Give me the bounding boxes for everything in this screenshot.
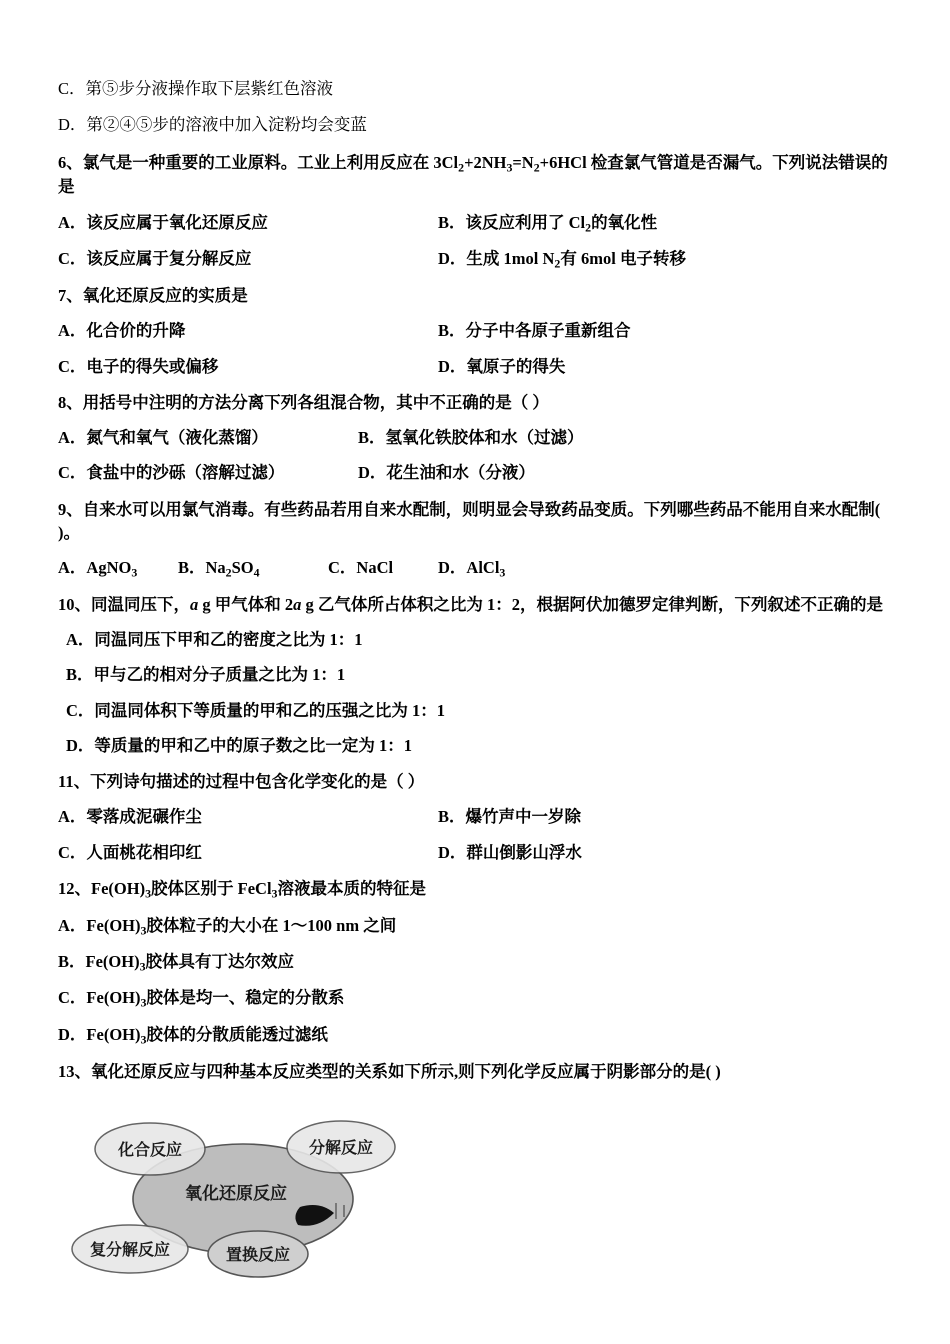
- question-6-option-d[interactable]: D．生成 1mol $N_2$有 6mol 电子转移: [438, 248, 686, 271]
- question-8-stem: 8、用括号中注明的方法分离下列各组混合物，其中不正确的是（ ）: [58, 392, 549, 412]
- svg-text:氧化还原反应: 氧化还原反应: [185, 1184, 287, 1204]
- question-11-option-c[interactable]: C．人面桃花相印红: [58, 842, 202, 862]
- question-10-option-b[interactable]: B．甲与乙的相对分子质量之比为 1：1: [66, 665, 346, 685]
- question-12-stem: 12、$Fe(OH)_3$胶体区别于 FeCl$_3$溶液最本质的特征是: [58, 878, 426, 901]
- svg-text:复分解反应: 复分解反应: [89, 1242, 171, 1260]
- question-7-option-d[interactable]: D．氧原子的得失: [438, 356, 566, 376]
- question-8-option-d[interactable]: D．花生油和水（分液）: [358, 463, 535, 483]
- question-7-option-b[interactable]: B．分子中各原子重新组合: [438, 321, 631, 341]
- question-12-option-b[interactable]: B．$Fe(OH)_3$胶体具有丁达尔效应: [58, 952, 295, 974]
- question-8-option-b[interactable]: B．氢氧化铁胶体和水（过滤）: [358, 427, 584, 447]
- question-11-options-row-1: [58, 806, 896, 828]
- question-9-options-row: [58, 557, 896, 580]
- question-11-option-b[interactable]: B．爆竹声中一岁除: [438, 807, 582, 827]
- question-9-option-d[interactable]: D．AlCl$_3$: [438, 557, 506, 579]
- question-11-options-row-2: [58, 842, 896, 864]
- question-11-stem: 11、下列诗句描述的过程中包含化学变化的是（ ）: [58, 772, 425, 792]
- question-8-options-row-1: [58, 427, 896, 449]
- question-12-option-a[interactable]: A．$Fe(OH)_3$胶体粒子的大小在 1～100 nm 之间: [58, 915, 397, 938]
- question-10-options-row-1: [58, 629, 896, 651]
- question-8-option-a[interactable]: A．氮气和氧气（液化蒸馏）: [58, 427, 268, 447]
- question-6-options-row-2: [58, 248, 896, 271]
- svg-text:分解反应: 分解反应: [308, 1140, 374, 1158]
- question-7-option-a[interactable]: A．化合价的升降: [58, 321, 186, 341]
- question-12-options-row-4: [58, 1024, 896, 1047]
- question-9-stem: 9、自来水可以用氯气消毒。有些药品若用自来水配制，则明显会导致药品变质。下列哪些药品不能用自来水配制( )。: [58, 499, 881, 542]
- question-10-option-d[interactable]: D．等质量的甲和乙中的原子数之比一定为 1：1: [66, 735, 413, 755]
- question-7-options-row-2: [58, 356, 896, 378]
- question-12-options-row-3: [58, 987, 896, 1010]
- question-9-option-b[interactable]: B．$Na_2SO_4$: [178, 557, 260, 579]
- question-10-option-a[interactable]: A．同温同压下甲和乙的密度之比为 1：1: [66, 630, 363, 650]
- question-7-options-row-1: [58, 320, 896, 342]
- question-10-option-c[interactable]: C．同温同体积下等质量的甲和乙的压强之比为 1：1: [66, 700, 446, 720]
- question-6-option-c[interactable]: C．该反应属于复分解反应: [58, 248, 252, 268]
- venn-diagram-redox-reactions: [68, 1099, 428, 1284]
- question-8-options-row-2: [58, 462, 896, 484]
- question-6-stem: 6、氯气是一种重要的工业原料。工业上利用反应在 $3Cl_2+2NH_3=N_2+6HCl$ 检查氯气管道是否漏气。下列说法错误的是: [58, 152, 888, 197]
- question-6-option-b[interactable]: B．该反应利用了 $Cl_2$的氧化性: [438, 212, 658, 234]
- svg-text:置换反应: 置换反应: [225, 1247, 291, 1265]
- page-content: [58, 78, 896, 1284]
- question-10-stem: 10、同温同压下，a g 甲气体和 2a g 乙气体所占体积之比为 1：2，根据阿伏加德罗定律判断，下列叙述不正确的是: [58, 595, 883, 615]
- question-11-option-d[interactable]: D．群山倒影山浮水: [438, 842, 582, 862]
- question-13-stem: 13、氧化还原反应与四种基本反应类型的关系如下所示,则下列化学反应属于阴影部分的是( ): [58, 1062, 721, 1082]
- question-12-option-c[interactable]: C．$Fe(OH)_3$胶体是均一、稳定的分散系: [58, 988, 345, 1010]
- text-line-option-d: D．第②④⑤步的溶液中加入淀粉均会变蓝: [58, 115, 367, 135]
- question-12-options-row-1: [58, 915, 896, 938]
- question-11-option-a[interactable]: A．零落成泥碾作尘: [58, 807, 202, 827]
- question-9-option-a[interactable]: A．AgNO$_3$: [58, 557, 138, 579]
- svg-text:化合反应: 化合反应: [117, 1142, 183, 1160]
- question-6-options-row-1: [58, 212, 896, 235]
- question-12-option-d[interactable]: D．$Fe(OH)_3$胶体的分散质能透过滤纸: [58, 1024, 328, 1047]
- question-12-options-row-2: [58, 951, 896, 974]
- question-10-options-row-3: [58, 700, 896, 722]
- question-10-options-row-4: [58, 735, 896, 757]
- text-line-option-c: C．第⑤步分液操作取下层紫红色溶液: [58, 79, 334, 98]
- question-10-options-row-2: [58, 664, 896, 686]
- question-9-option-c[interactable]: C．NaCl: [328, 557, 394, 577]
- question-7-stem: 7、氧化还原反应的实质是: [58, 286, 248, 306]
- question-6-option-a[interactable]: A．该反应属于氧化还原反应: [58, 212, 268, 232]
- question-8-option-c[interactable]: C．食盐中的沙砾（溶解过滤）: [58, 463, 285, 483]
- question-7-option-c[interactable]: C．电子的得失或偏移: [58, 356, 219, 376]
